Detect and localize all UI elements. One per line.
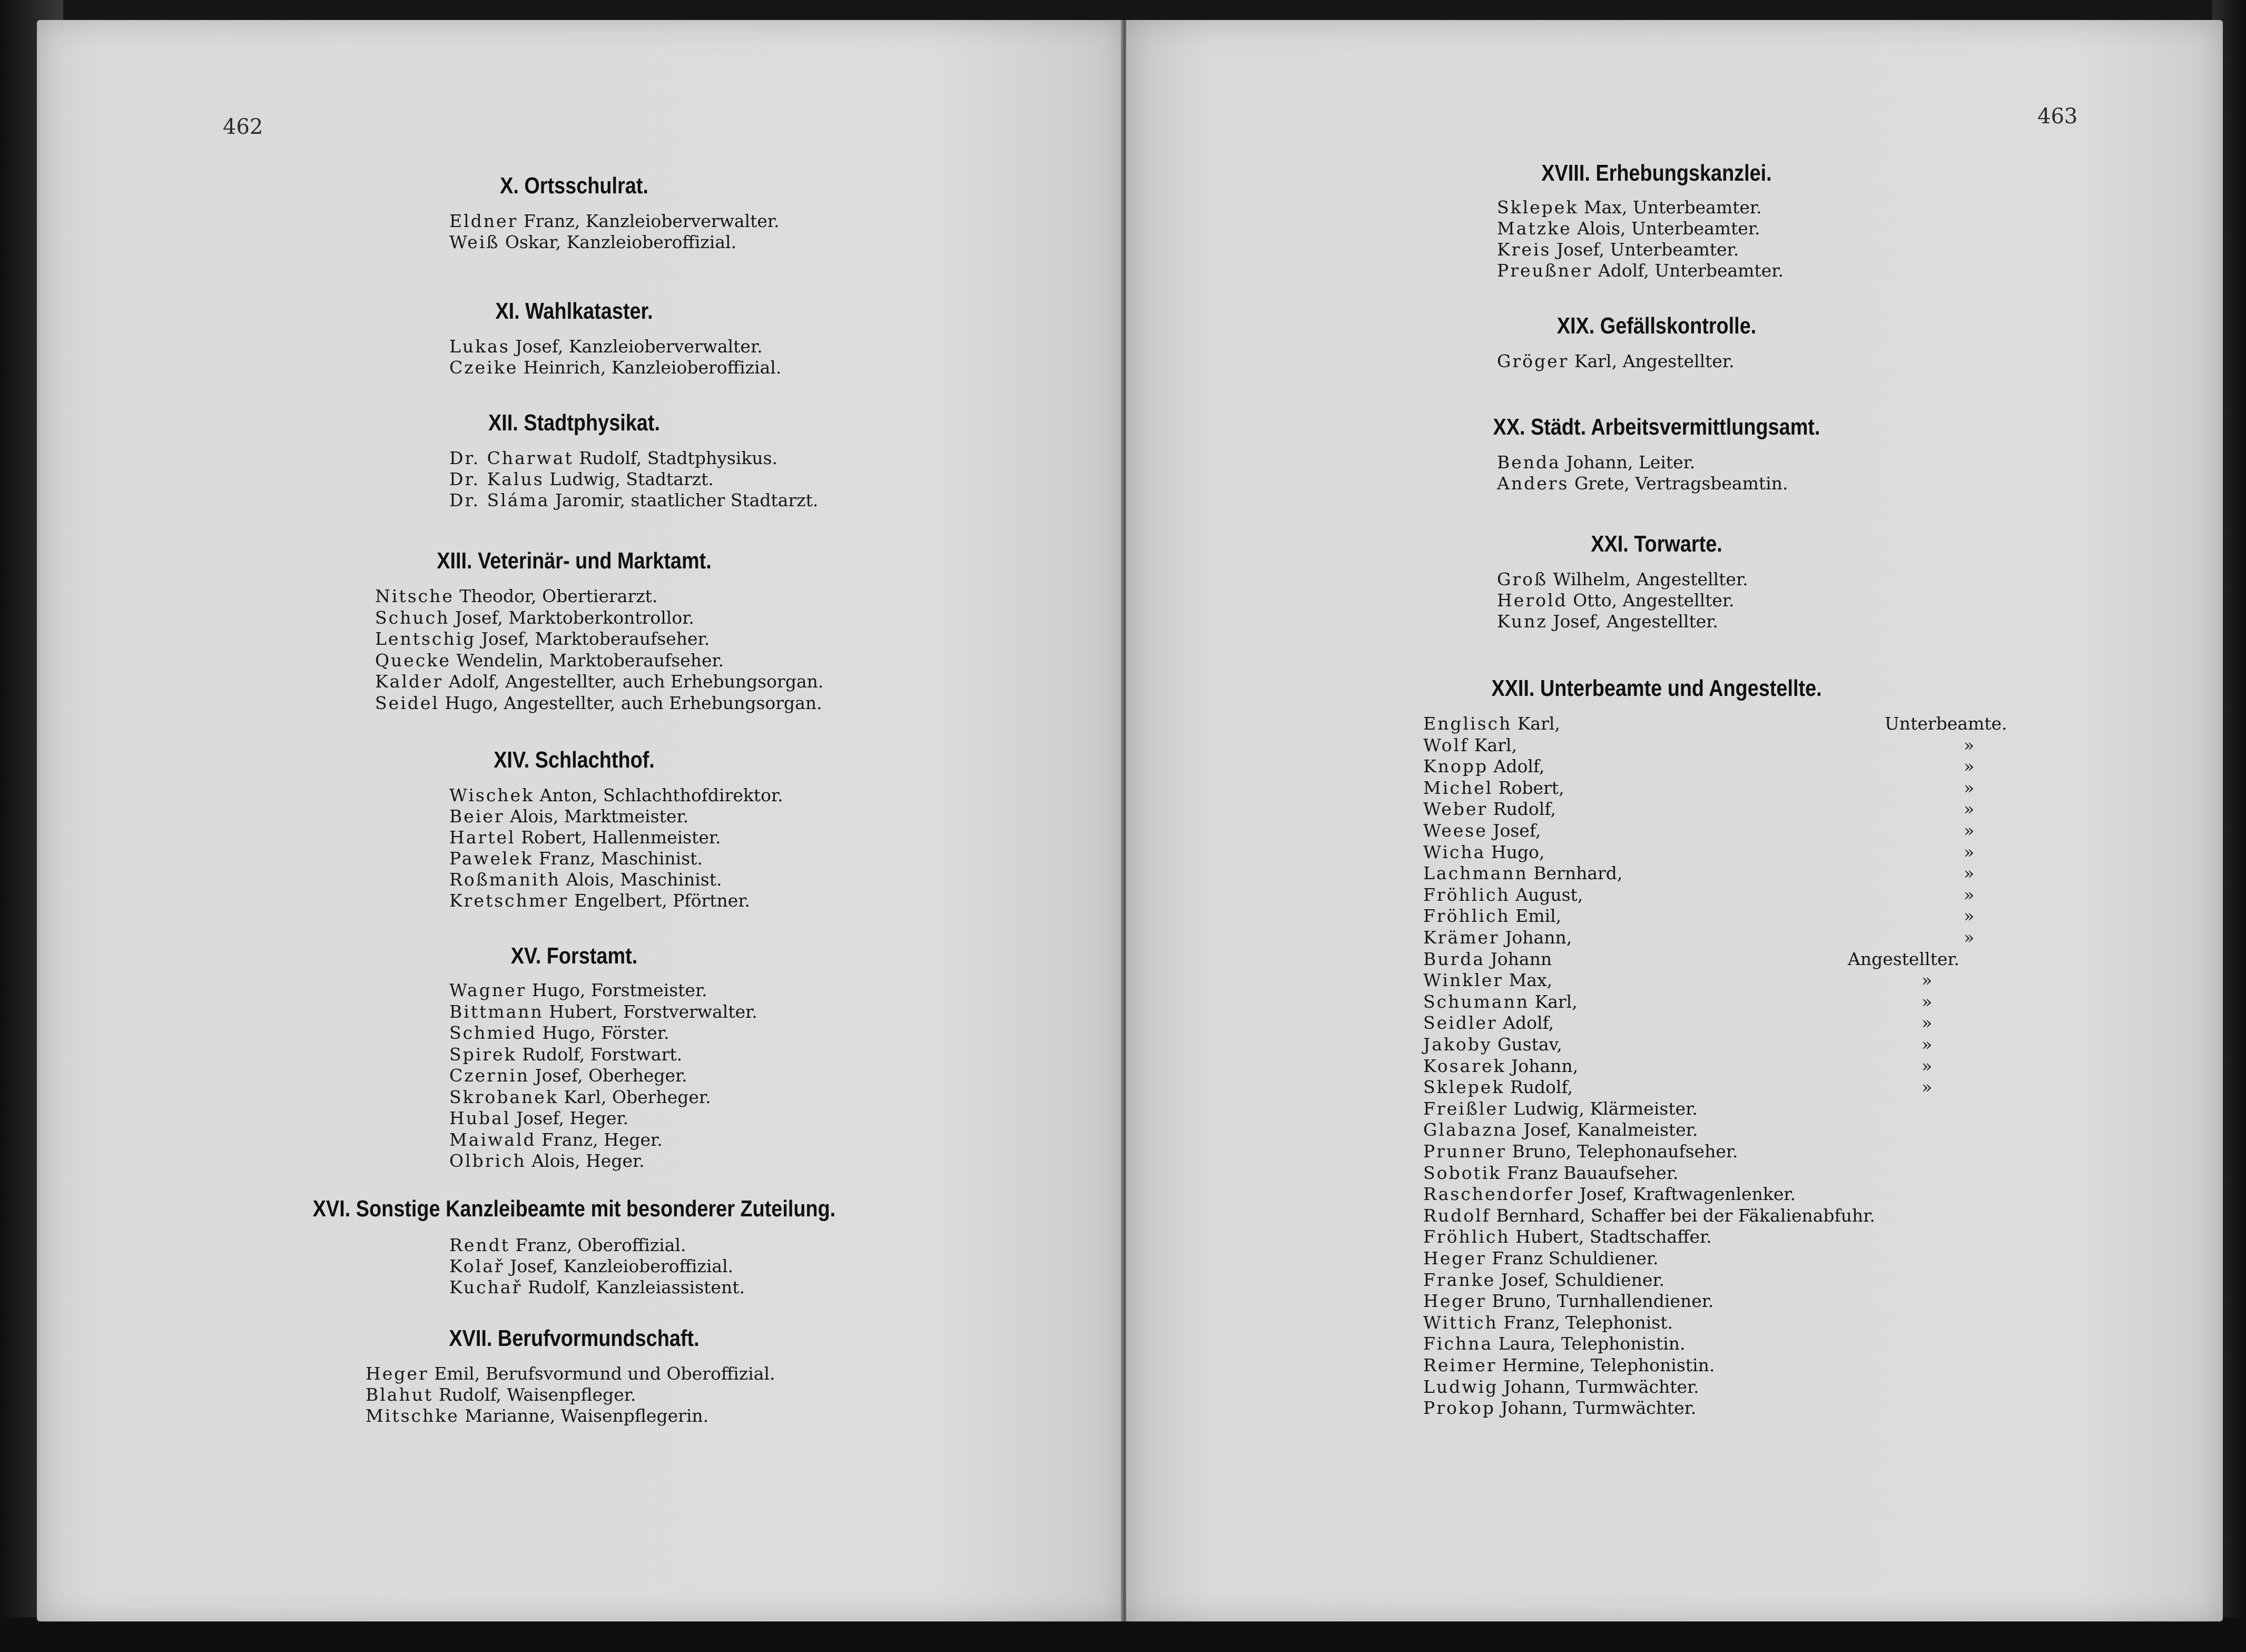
list-item (1423, 734, 1975, 756)
list-item (1423, 1098, 1698, 1119)
entry-detail: Alois, Unterbeamter. (1571, 218, 1760, 239)
list-item (1423, 1248, 1659, 1269)
entry-detail: Rudolf, (1488, 799, 1556, 820)
entry-surname: Reimer (1423, 1355, 1497, 1375)
list-item (449, 1150, 645, 1172)
entry-surname: Prunner (1423, 1141, 1507, 1162)
list-item (449, 1235, 686, 1256)
entry-surname: Krämer (1423, 927, 1500, 948)
list-item (1497, 611, 1718, 632)
entry-category: » (1922, 1034, 1933, 1055)
entry-category: Angestellter. (1848, 948, 1960, 969)
entry-category: » (1922, 970, 1933, 991)
entry-category: » (1964, 777, 1975, 798)
entry-category: » (1964, 734, 1975, 755)
entry-detail: Adolf, (1497, 1012, 1554, 1034)
list-item (449, 785, 783, 806)
entry-detail: Rudolf, Stadtphysikus. (573, 448, 778, 468)
entry-surname: Kreis (1497, 239, 1551, 260)
list-item (1423, 713, 2007, 734)
entry-detail: Rudolf, (1504, 1077, 1573, 1098)
list-item (1423, 1355, 1715, 1376)
section-heading: X. Ortsschulrat. (500, 173, 648, 199)
list-item (449, 1256, 733, 1277)
entry-detail: Josef, Angestellter. (1547, 611, 1718, 632)
entry-surname: Quecke (375, 650, 451, 671)
entry-detail: Josef, Oberheger. (529, 1065, 687, 1086)
entry-surname: Fröhlich (1423, 1226, 1510, 1247)
list-item (1423, 927, 1975, 948)
list-item (1423, 1184, 1796, 1205)
entry-detail: Hugo, (1485, 841, 1545, 862)
entry-surname: Fröhlich (1423, 906, 1510, 927)
entry-detail: Laura, Telephonistin. (1493, 1333, 1686, 1354)
entry-detail: Emil, (1510, 906, 1562, 927)
list-item (1497, 351, 1735, 372)
entry-detail: Alois, Heger. (526, 1150, 645, 1171)
left-page (37, 20, 1123, 1621)
list-item (1423, 1012, 1933, 1034)
entry-detail: Oskar, Kanzleioberoffizial. (499, 232, 737, 252)
list-item (449, 1087, 711, 1108)
entry-detail: Karl, (1512, 713, 1560, 734)
entry-detail: Josef, Unterbeamter. (1551, 239, 1739, 260)
entry-surname: Weiß (449, 232, 500, 252)
entry-detail: Franz, Kanzleioberverwalter. (518, 211, 780, 231)
entry-detail: Josef, Kanzleioberverwalter. (509, 336, 763, 357)
entry-detail: Emil, Berufsvormund und Oberoffizial. (428, 1363, 775, 1384)
entry-surname: Wischek (449, 785, 535, 805)
entry-surname: Czeike (449, 357, 518, 378)
entry-surname: Freißler (1423, 1098, 1508, 1119)
entry-surname: Olbrich (449, 1150, 526, 1171)
entry-surname: Glabazna (1423, 1119, 1518, 1140)
entry-detail: Robert, (1493, 777, 1564, 798)
entry-detail: Franz, Oberoffizial. (510, 1235, 686, 1255)
list-item (1423, 970, 1933, 991)
entry-surname: Burda (1423, 948, 1485, 969)
list-item (1497, 239, 1739, 260)
entry-detail: Franz, Heger. (536, 1129, 663, 1150)
entry-detail: Gustav, (1492, 1034, 1562, 1055)
entry-surname: Benda (1497, 452, 1561, 473)
entry-surname: Blahut (366, 1384, 434, 1405)
entry-surname: Kretschmer (449, 890, 569, 911)
entry-surname: Maiwald (449, 1129, 536, 1150)
entry-detail: Hugo, Förster. (536, 1022, 669, 1043)
list-item (1423, 884, 1975, 906)
entry-surname: Knopp (1423, 756, 1489, 777)
list-item (449, 1108, 628, 1129)
entry-detail: Bernhard, Schaffer bei der Fäkalienabfuhr. (1490, 1205, 1875, 1226)
entry-surname: Gröger (1497, 351, 1569, 371)
entry-detail: Ludwig, Stadtarzt. (544, 469, 714, 489)
list-item (1423, 799, 1975, 820)
entry-surname: Spirek (449, 1044, 517, 1065)
list-item (449, 1022, 669, 1044)
list-item (366, 1405, 708, 1427)
entry-surname: Heger (1423, 1248, 1486, 1268)
list-item (449, 827, 721, 848)
list-item (1497, 197, 1762, 218)
section-heading: XXI. Torwarte. (1591, 531, 1722, 557)
list-item (449, 1044, 682, 1065)
entry-category: » (1964, 863, 1975, 884)
entry-surname: Czernin (449, 1065, 530, 1086)
entry-detail: Adolf, Unterbeamter. (1592, 260, 1784, 281)
list-item (449, 1065, 687, 1086)
entry-detail: Bernhard, (1528, 863, 1623, 884)
entry-surname: Sklepek (1497, 197, 1579, 218)
list-item (1423, 841, 1975, 863)
list-item (1423, 777, 1975, 799)
entry-surname: Preußner (1497, 260, 1593, 281)
list-item (449, 211, 780, 232)
entry-surname: Skrobanek (449, 1086, 558, 1107)
section-heading: XIV. Schlachthof. (494, 747, 655, 773)
entry-detail: Hubert, Forstverwalter. (543, 1001, 757, 1022)
entry-detail: Max, Unterbeamter. (1578, 197, 1762, 218)
entry-surname: Lachmann (1423, 863, 1528, 884)
list-item (1423, 1291, 1713, 1312)
entry-surname: Fichna (1423, 1333, 1493, 1354)
list-item (449, 980, 707, 1001)
list-item (1497, 473, 1788, 494)
list-item (1423, 1119, 1698, 1140)
entry-detail: Franz Bauaufseher. (1501, 1162, 1679, 1183)
entry-surname: Wicha (1423, 841, 1486, 862)
entry-detail: Theodor, Obertierarzt. (454, 586, 658, 606)
entry-detail: Marianne, Waisenpflegerin. (459, 1405, 709, 1426)
entry-surname: Englisch (1423, 713, 1512, 734)
entry-surname: Seidel (375, 692, 439, 713)
section-heading: XVIII. Erhebungskanzlei. (1541, 160, 1772, 186)
list-item (449, 1001, 757, 1022)
entry-surname: Kunz (1497, 611, 1548, 632)
entry-detail: Otto, Angestellter. (1567, 590, 1735, 611)
list-item (449, 869, 722, 890)
entry-surname: Roßmanith (449, 869, 561, 890)
entry-category: » (1964, 906, 1975, 927)
list-item (1423, 1398, 1696, 1419)
section-heading: XX. Städt. Arbeitsvermittlungsamt. (1493, 414, 1820, 440)
entry-surname: Dr. Kalus (449, 469, 544, 489)
list-item (1423, 1077, 1933, 1098)
list-item (1423, 1055, 1933, 1077)
section-heading: XVI. Sonstige Kanzleibeamte mit besonderer Zuteilung. (312, 1196, 836, 1222)
entry-detail: Grete, Vertragsbeamtin. (1569, 473, 1788, 494)
list-item (449, 1129, 663, 1150)
entry-surname: Kuchař (449, 1277, 523, 1297)
list-item (375, 650, 724, 671)
entry-surname: Hubal (449, 1108, 511, 1128)
list-item (1423, 1034, 1933, 1055)
entry-detail: Rudolf, Waisenpfleger. (433, 1384, 636, 1405)
list-item (1423, 1205, 1875, 1226)
entry-surname: Pawelek (449, 848, 534, 869)
list-item (1423, 820, 1975, 841)
list-item (375, 693, 822, 714)
entry-surname: Fröhlich (1423, 884, 1510, 905)
list-item (1497, 260, 1784, 281)
entry-surname: Herold (1497, 590, 1568, 611)
entry-category: » (1922, 991, 1933, 1012)
list-item (375, 671, 823, 692)
list-item (1423, 1312, 1673, 1333)
entry-surname: Sklepek (1423, 1077, 1505, 1098)
entry-surname: Kosarek (1423, 1055, 1506, 1076)
entry-detail: Jaromir, staatlicher Stadtarzt. (549, 490, 819, 510)
right-page (1126, 20, 2223, 1621)
list-item (449, 1277, 745, 1298)
entry-detail: Johann, Turmwächter. (1495, 1398, 1697, 1419)
list-item (366, 1363, 775, 1384)
entry-detail: Karl, (1469, 734, 1517, 755)
entry-detail: Josef, (1487, 820, 1541, 841)
list-item (375, 586, 657, 607)
entry-detail: Karl, Angestellter. (1569, 351, 1735, 371)
section-heading: XXII. Unterbeamte und Angestellte. (1491, 675, 1822, 701)
entry-surname: Ludwig (1423, 1376, 1499, 1397)
entry-detail: August, (1510, 884, 1583, 905)
entry-detail: Heinrich, Kanzleioberoffizial. (518, 357, 782, 378)
section-heading: XII. Stadtphysikat. (488, 410, 660, 436)
entry-surname: Dr. Charwat (449, 448, 574, 468)
entry-detail: Hubert, Stadtschaffer. (1510, 1226, 1712, 1247)
entry-surname: Wittich (1423, 1312, 1498, 1333)
entry-detail: Robert, Hallenmeister. (515, 827, 721, 848)
list-item (1423, 863, 1975, 884)
list-item (449, 806, 688, 827)
entry-category: » (1922, 1077, 1933, 1098)
entry-surname: Franke (1423, 1269, 1496, 1290)
entry-category: » (1964, 756, 1975, 777)
list-item (449, 890, 750, 911)
list-item (1423, 1376, 1699, 1398)
list-item (375, 628, 710, 650)
entry-detail: Johann (1485, 948, 1552, 969)
entry-category: » (1964, 841, 1975, 862)
list-item (1497, 452, 1695, 473)
entry-surname: Bittmann (449, 1001, 544, 1022)
entry-detail: Rudolf, Kanzleiassistent. (522, 1277, 745, 1297)
entry-surname: Heger (366, 1363, 429, 1384)
entry-detail: Adolf, (1488, 756, 1545, 777)
list-item (1497, 569, 1748, 590)
entry-surname: Groß (1497, 569, 1548, 589)
entry-detail: Wendelin, Marktoberaufseher. (450, 650, 724, 671)
list-item (449, 490, 818, 511)
entry-detail: Max, (1503, 970, 1553, 991)
entry-surname: Wagner (449, 980, 527, 1000)
entry-surname: Anders (1497, 473, 1569, 494)
list-item (1423, 906, 1975, 927)
entry-surname: Wolf (1423, 734, 1469, 755)
entry-surname: Raschendorfer (1423, 1184, 1574, 1205)
entry-surname: Hartel (449, 827, 516, 848)
list-item (449, 336, 763, 357)
entry-detail: Josef, Heger. (510, 1108, 629, 1128)
entry-surname: Jakoby (1423, 1034, 1492, 1055)
entry-category: Unterbeamte. (1885, 713, 2007, 734)
entry-detail: Josef, Schuldiener. (1495, 1269, 1664, 1290)
entry-detail: Alois, Marktmeister. (504, 806, 689, 827)
entry-surname: Lukas (449, 336, 510, 357)
entry-surname: Sobotik (1423, 1162, 1502, 1183)
entry-detail: Johann, (1505, 1055, 1579, 1076)
entry-surname: Schmied (449, 1022, 537, 1043)
entry-surname: Lentschig (375, 628, 476, 649)
section-heading: XVII. Berufvormundschaft. (449, 1325, 700, 1351)
list-item (1423, 1270, 1664, 1291)
entry-surname: Rudolf (1423, 1205, 1491, 1226)
entry-surname: Prokop (1423, 1398, 1495, 1419)
list-item (449, 448, 777, 469)
list-item (1423, 991, 1933, 1012)
entry-detail: Josef, Kraftwagenlenker. (1574, 1184, 1796, 1205)
section-heading: XIX. Gefällskontrolle. (1557, 313, 1757, 339)
list-item (1423, 948, 1960, 970)
entry-surname: Matzke (1497, 218, 1572, 239)
list-item (1423, 756, 1975, 777)
list-item (1423, 1226, 1712, 1247)
entry-surname: Weese (1423, 820, 1488, 841)
entry-category: » (1922, 1055, 1933, 1076)
entry-category: » (1964, 820, 1975, 841)
entry-surname: Heger (1423, 1291, 1486, 1312)
scanner-background-bottom (0, 1617, 2246, 1652)
entry-surname: Dr. Sláma (449, 490, 550, 510)
entry-surname: Winkler (1423, 970, 1504, 991)
entry-surname: Kalder (375, 671, 444, 692)
entry-detail: Bruno, Turnhallendiener. (1486, 1291, 1714, 1312)
page-number: 462 (223, 115, 263, 139)
entry-detail: Alois, Maschinist. (560, 869, 722, 890)
entry-surname: Nitsche (375, 586, 454, 606)
entry-detail: Karl, Oberheger. (558, 1086, 711, 1107)
entry-surname: Seidler (1423, 1012, 1498, 1034)
entry-surname: Eldner (449, 211, 518, 231)
entry-category: » (1964, 799, 1975, 820)
list-item (1497, 590, 1735, 611)
entry-detail: Johann, Leiter. (1560, 452, 1696, 473)
entry-detail: Franz, Maschinist. (533, 848, 703, 869)
entry-surname: Schumann (1423, 991, 1530, 1012)
page-number: 463 (2037, 104, 2078, 129)
entry-detail: Ludwig, Klärmeister. (1508, 1098, 1698, 1119)
entry-surname: Michel (1423, 777, 1493, 798)
entry-detail: Anton, Schlachthofdirektor. (534, 785, 783, 805)
entry-category: » (1964, 884, 1975, 905)
entry-detail: Engelbert, Pförtner. (568, 890, 750, 911)
section-heading: XI. Wahlkataster. (495, 298, 653, 324)
entry-surname: Kolař (449, 1256, 505, 1276)
entry-surname: Weber (1423, 799, 1488, 820)
entry-detail: Hermine, Telephonistin. (1496, 1355, 1715, 1375)
list-item (449, 232, 736, 253)
list-item (1423, 1333, 1686, 1354)
entry-category: » (1964, 927, 1975, 948)
entry-surname: Schuch (375, 607, 450, 628)
entry-detail: Adolf, Angestellter, auch Erhebungsorgan. (443, 671, 824, 692)
section-heading: XV. Forstamt. (510, 943, 638, 969)
entry-detail: Josef, Kanzleioberoffizial. (504, 1256, 734, 1276)
entry-surname: Beier (449, 806, 505, 827)
list-item (449, 469, 714, 490)
list-item (1423, 1163, 1678, 1184)
entry-detail: Franz, Telephonist. (1498, 1312, 1673, 1333)
book-spread (37, 20, 2223, 1621)
entry-detail: Johann, (1499, 927, 1572, 948)
entry-surname: Rendt (449, 1235, 510, 1255)
list-item (1423, 1141, 1738, 1162)
entry-detail: Wilhelm, Angestellter. (1548, 569, 1748, 589)
list-item (449, 848, 703, 869)
entry-category: » (1922, 1012, 1933, 1034)
entry-detail: Karl, (1529, 991, 1578, 1012)
entry-detail: Rudolf, Forstwart. (516, 1044, 683, 1065)
section-heading: XIII. Veterinär- und Marktamt. (437, 548, 712, 574)
list-item (366, 1384, 636, 1405)
entry-detail: Josef, Kanalmeister. (1518, 1119, 1698, 1140)
entry-detail: Josef, Marktoberkontrollor. (449, 607, 694, 628)
entry-detail: Bruno, Telephonaufseher. (1506, 1141, 1738, 1162)
entry-detail: Franz Schuldiener. (1486, 1248, 1659, 1268)
entry-surname: Mitschke (366, 1405, 459, 1426)
entry-detail: Johann, Turmwächter. (1498, 1376, 1699, 1397)
entry-detail: Hugo, Forstmeister. (526, 980, 707, 1000)
list-item (449, 357, 781, 378)
entry-detail: Josef, Marktoberaufseher. (476, 628, 710, 649)
entry-detail: Hugo, Angestellter, auch Erhebungsorgan. (439, 692, 822, 713)
list-item (375, 607, 694, 628)
list-item (1497, 218, 1760, 239)
